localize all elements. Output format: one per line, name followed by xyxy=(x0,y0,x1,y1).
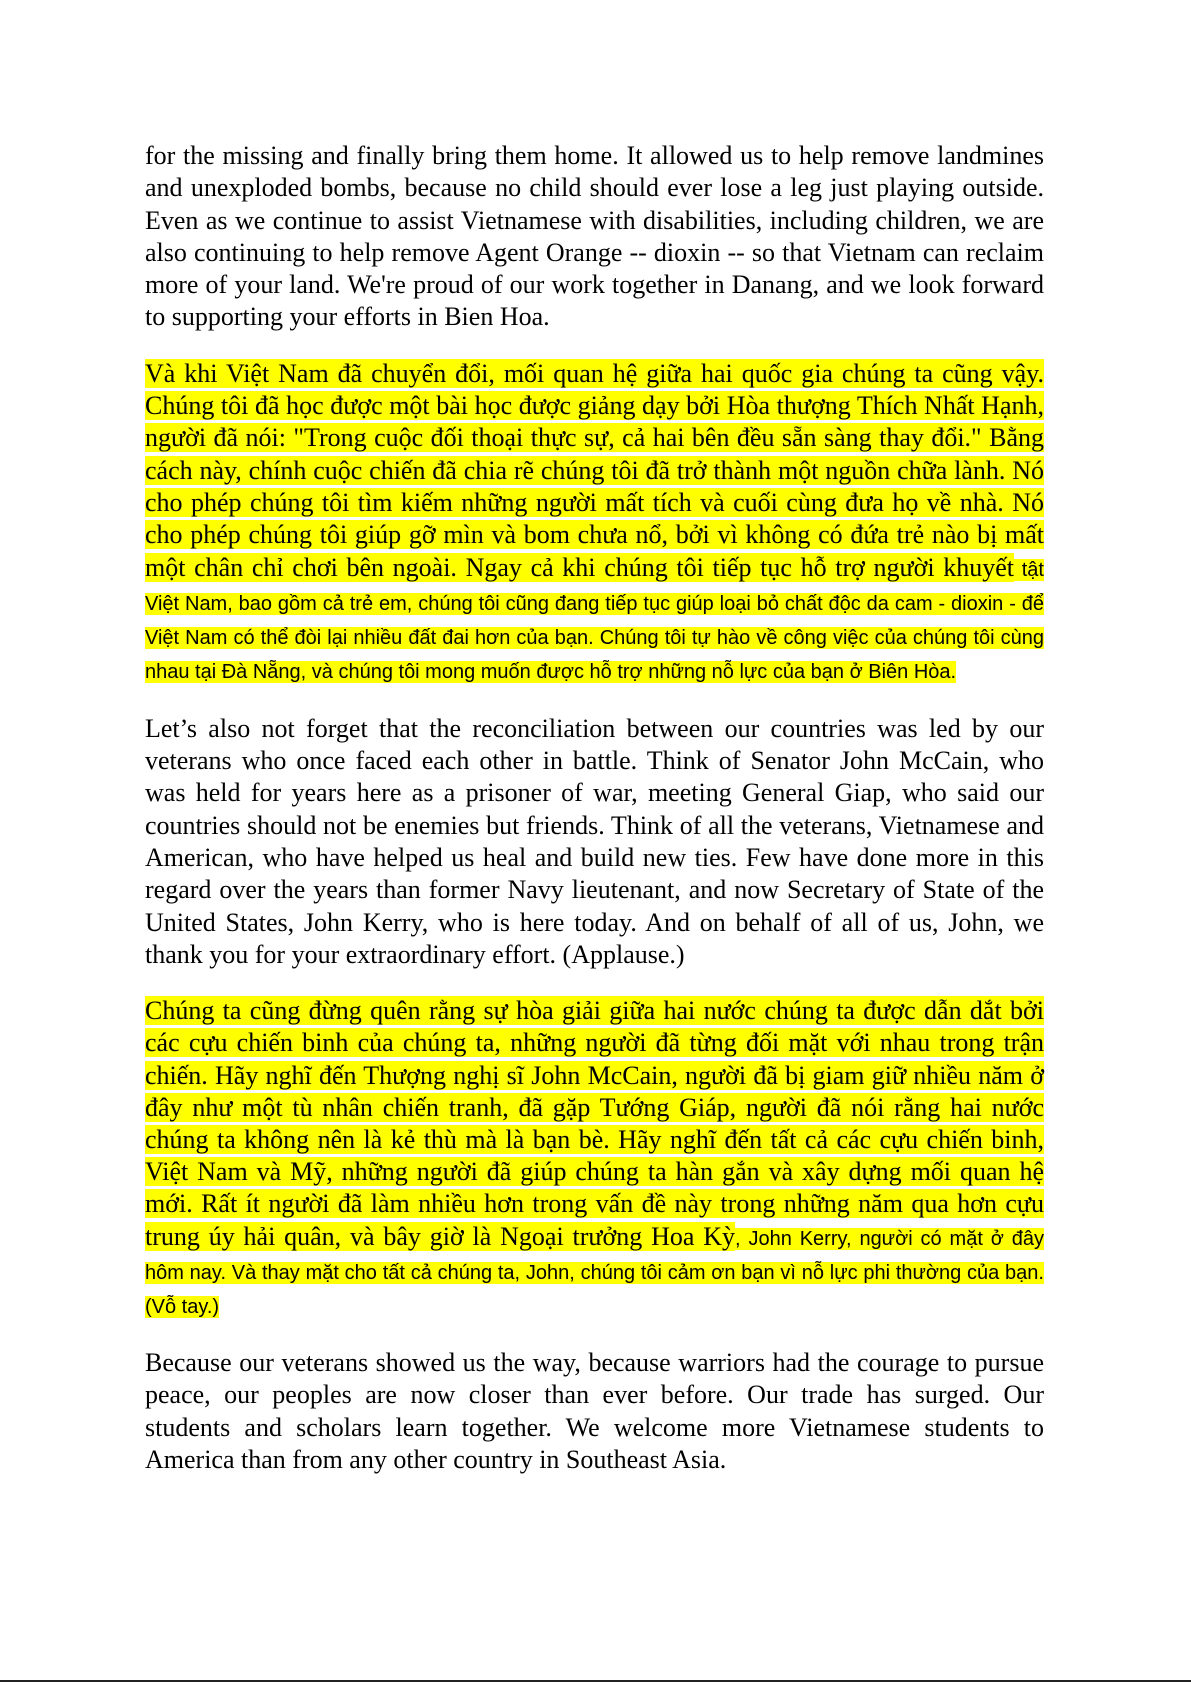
highlighted-sans-text: , John Kerry, người có mặt ở đây hôm nay. Và thay mặt cho tất cả chúng ta, John, chúng tôi cảm ơn bạn vì nỗ lực phi thường của bạn. (Vỗ tay.) xyxy=(145,1227,1045,1318)
paragraph-english-2: Let’s also not forget that the reconciliation between our countries was led by our veterans who once faced each other in battle. Think of Senator John McCain, who was held for years here as a prisoner of war, meeting General Giap, who said our countries should not be enemies but friends. Think of all the veterans, Vietnamese and American, who have helped us heal and build new ties. Few have done more in this regard over the years than former Navy lieutenant, and now Secretary of State of the United States, John Kerry, who is here today. And on behalf of all of us, John, we thank you for your extraordinary effort. (Applause.) xyxy=(145,713,1044,969)
highlighted-sans-text: tật Việt Nam, bao gồm cả trẻ em, chúng tôi cũng đang tiếp tục giúp loại bỏ chất độc da cam - dioxin - để Việt Nam có thể đòi lại nhiều đất đai hơn của bạn. Chúng tôi tự hào về công việc của chúng tôi cùng nhau tại Đà Nẵng, và chúng tôi mong muốn được hỗ trợ những nỗ lực của bạn ở Biên Hòa. xyxy=(145,558,1044,684)
highlighted-serif-text: Chúng ta cũng đừng quên rằng sự hòa giải giữa hai nước chúng ta được dẫn dắt bởi các cựu chiến binh của chúng ta, những người đã từng đối mặt với nhau trong trận chiến. Hãy nghĩ đến Thượng nghị sĩ John McCain, người đã bị giam giữ nhiều năm ở đây như một tù nhân chiến tranh, đã gặp Tướng Giáp, người đã nói rằng hai nước chúng ta không nên là kẻ thù mà là bạn bè. Hãy nghĩ đến tất cả các cựu chiến binh, Việt Nam và Mỹ, những người đã giúp chúng ta hàn gắn và xây dựng mối quan hệ mới. Rất ít người đã làm nhiều hơn trong vấn đề này trong những năm qua hơn cựu trung úy hải quân, và bây giờ là Ngoại trưởng Hoa Kỳ xyxy=(145,996,1044,1251)
document-page xyxy=(145,140,1044,1500)
paragraph-english-1: for the missing and finally bring them home. It allowed us to help remove landmines and unexploded bombs, because no child should ever lose a leg just playing outside. Even as we continue to assist Vietnamese with disabilities, including children, we are also continuing to help remove Agent Orange -- dioxin -- so that Vietnam can reclaim more of your land. We're proud of our work together in Danang, and we look forward to supporting your efforts in Bien Hoa. xyxy=(145,141,1044,332)
paragraph-vietnamese-1-highlighted xyxy=(145,358,1044,689)
highlighted-serif-text: Và khi Việt Nam đã chuyển đổi, mối quan hệ giữa hai quốc gia chúng ta cũng vậy. Chúng tôi đã học được một bài học được giảng dạy bởi Hòa thượng Thích Nhất Hạnh, người đã nói: "Trong cuộc đối thoại thực sự, cả hai bên đều sẵn sàng thay đổi." Bằng cách này, chính cuộc chiến đã chia rẽ chúng tôi đã trở thành một nguồn chữa lành. Nó cho phép chúng tôi tìm kiếm những người mất tích và cuối cùng đưa họ về nhà. Nó cho phép chúng tôi giúp gỡ mìn và bom chưa nổ, bởi vì không có đứa trẻ nào bị mất một chân chỉ chơi bên ngoài. Ngay cả khi chúng tôi tiếp tục hỗ trợ người khuyết xyxy=(145,358,1044,582)
paragraph-vietnamese-2-highlighted xyxy=(145,995,1044,1323)
page-bottom-edge xyxy=(0,1680,1191,1682)
paragraph-english-3: Because our veterans showed us the way, because warriors had the courage to pursue peace, our peoples are now closer than ever before. Our trade has surged. Our students and scholars learn together. We welcome more Vietnamese students to America than from any other country in Southeast Asia. xyxy=(145,1348,1044,1475)
